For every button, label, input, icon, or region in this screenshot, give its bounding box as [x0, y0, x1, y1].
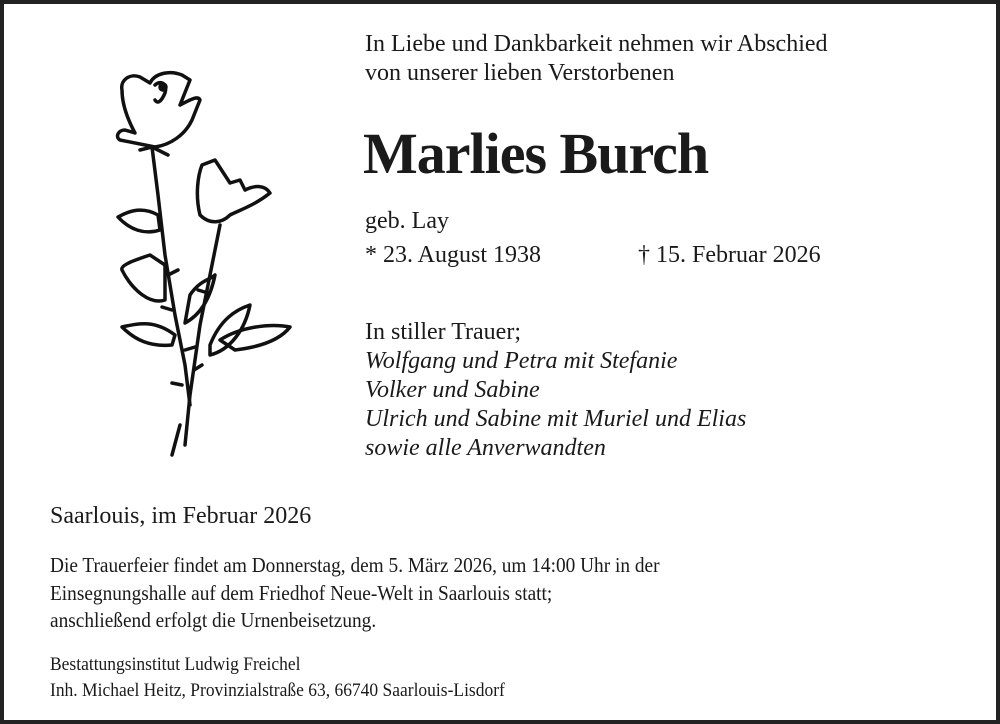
ceremony-line: Einsegnungshalle auf dem Friedhof Neue-Welt in Saarlouis statt;: [50, 581, 553, 605]
mourner-line: Ulrich und Sabine mit Muriel und Elias: [365, 406, 747, 432]
death-date: † 15. Februar 2026: [638, 242, 821, 268]
place-date: Saarlouis, im Februar 2026: [50, 503, 312, 529]
birth-name: geb. Lay: [365, 208, 449, 234]
intro-line: In Liebe und Dankbarkeit nehmen wir Abschied: [365, 31, 828, 57]
funeral-home-line: Inh. Michael Heitz, Provinzialstraße 63, 66740 Saarlouis-Lisdorf: [50, 680, 505, 701]
birth-date: * 23. August 1938: [365, 242, 542, 268]
rose-illustration-icon: [110, 65, 300, 465]
intro-line: von unserer lieben Verstorbenen: [365, 60, 675, 86]
mourner-line: Volker und Sabine: [365, 377, 540, 403]
ceremony-line: anschließend erfolgt die Urnenbeisetzung.: [50, 608, 377, 632]
ceremony-line: Die Trauerfeier findet am Donnerstag, dem 5. März 2026, um 14:00 Uhr in der: [50, 553, 660, 577]
deceased-name: Marlies Burch: [363, 121, 709, 186]
mourner-line: sowie alle Anverwandten: [365, 435, 606, 461]
mourning-intro: In stiller Trauer;: [365, 319, 521, 345]
funeral-home-line: Bestattungsinstitut Ludwig Freichel: [50, 654, 301, 675]
mourner-line: Wolfgang und Petra mit Stefanie: [365, 348, 678, 374]
